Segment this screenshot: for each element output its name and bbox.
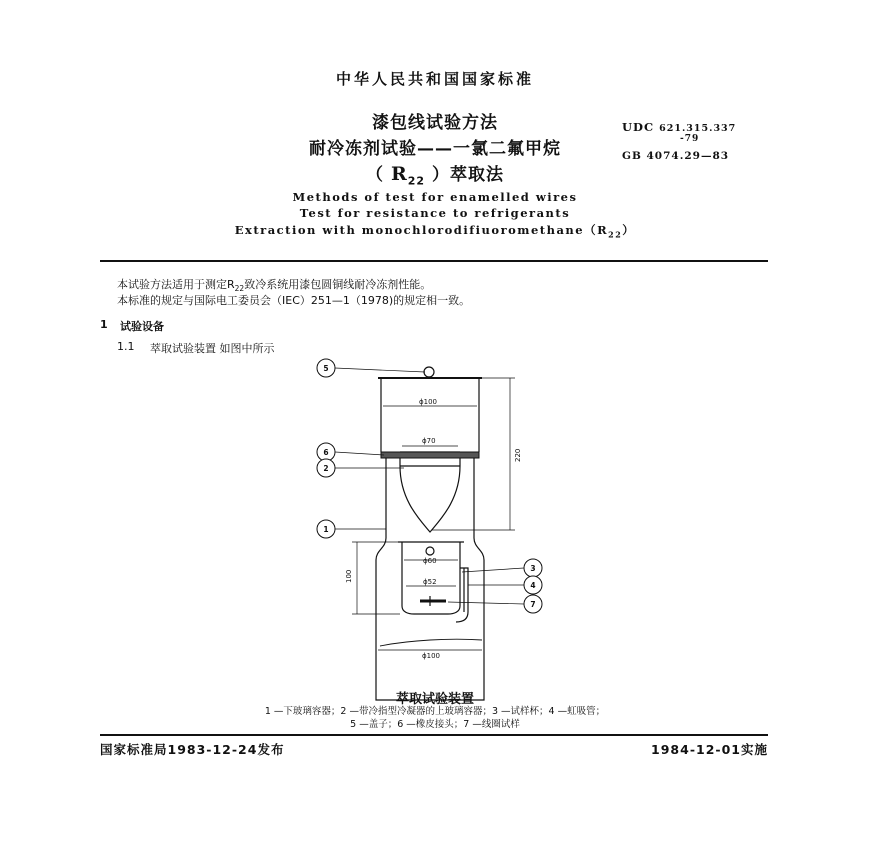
leader-3 bbox=[462, 568, 524, 572]
english-title-line-3-end: ） bbox=[622, 223, 636, 237]
title-line-3-r: R bbox=[390, 163, 408, 185]
leader-5 bbox=[335, 368, 425, 372]
issuing-country-header: 中华人民共和国国家标准 bbox=[335, 70, 534, 88]
dim-phi60: ϕ60 bbox=[423, 557, 437, 565]
callout-5-label: 5 bbox=[323, 364, 329, 373]
lid-knob bbox=[424, 367, 434, 377]
section-1-number: 1 bbox=[100, 318, 108, 331]
callout-6 bbox=[317, 443, 335, 461]
dim-phi100-top: ϕ100 bbox=[419, 398, 437, 406]
callout-6-label: 6 bbox=[323, 448, 329, 457]
callout-7-label: 7 bbox=[530, 600, 536, 609]
english-title-line-3-main: Extraction with monochlorodifiuoromethane（R bbox=[234, 223, 609, 237]
udc-value-2: -79 bbox=[680, 134, 700, 144]
dim-100: 100 bbox=[345, 569, 353, 583]
intro-line-2: 本标准的规定与国际电工委员会（IEC）251—1（1978)的规定相一致。 bbox=[117, 294, 471, 307]
udc-label: UDC bbox=[622, 120, 655, 134]
english-title-line-2: Test for resistance to refrigerants bbox=[299, 206, 571, 220]
title-line-3-prefix: （ bbox=[366, 165, 391, 185]
cup-hole bbox=[426, 547, 434, 555]
dim-phi70: ϕ70 bbox=[422, 437, 436, 445]
figure-caption: 萃取试验装置 bbox=[395, 692, 474, 707]
section-1-1-number: 1.1 bbox=[117, 340, 135, 353]
english-title-line-3-sub: 22 bbox=[608, 229, 623, 240]
dim-phi52: ϕ52 bbox=[423, 578, 437, 586]
intro-line-1-a: 本试验方法适用于测定R bbox=[117, 278, 235, 291]
english-title-line-1: Methods of test for enamelled wires bbox=[292, 190, 578, 204]
liquid-level bbox=[380, 639, 482, 646]
callout-5 bbox=[317, 359, 335, 377]
title-line-3-suffix: ）萃取法 bbox=[425, 165, 504, 185]
title-line-1: 漆包线试验方法 bbox=[372, 113, 498, 133]
implementation-date: 1984-12-01实施 bbox=[651, 742, 768, 757]
section-1-1-text: 萃取试验装置 如图中所示 bbox=[150, 342, 275, 355]
figure-legend-line-1: 1 —下玻璃容器；2 —带冷指型冷凝器的上玻璃容器；3 —试样杯；4 —虹吸管； bbox=[264, 706, 606, 717]
dim-phi100-bottom: ϕ100 bbox=[422, 652, 440, 660]
dim-220: 220 bbox=[514, 448, 522, 462]
rubber-joint bbox=[381, 452, 479, 458]
callout-2-label: 2 bbox=[323, 464, 329, 473]
title-line-2: 耐冷冻剂试验——一氯二氟甲烷 bbox=[309, 139, 561, 159]
cold-finger-condenser bbox=[400, 458, 460, 532]
issue-date: 国家标准局1983-12-24发布 bbox=[100, 742, 285, 757]
udc-value: 621.315.337 bbox=[659, 123, 737, 134]
callout-3 bbox=[524, 559, 542, 577]
callout-4 bbox=[524, 576, 542, 594]
intro-line-1-sub: 22 bbox=[234, 284, 245, 294]
bottom-divider bbox=[100, 734, 768, 736]
callout-7 bbox=[524, 595, 542, 613]
callout-1 bbox=[317, 520, 335, 538]
callout-3-label: 3 bbox=[530, 564, 536, 573]
section-1-title: 试验设备 bbox=[120, 320, 164, 333]
intro-line-1-b: 致冷系统用漆包圆铜线耐冷冻剂性能。 bbox=[244, 278, 432, 291]
leader-6 bbox=[335, 452, 384, 455]
siphon-tube bbox=[456, 568, 468, 622]
gb-code: GB 4074.29—83 bbox=[622, 150, 730, 162]
callout-2 bbox=[317, 459, 335, 477]
callout-4-label: 4 bbox=[530, 581, 536, 590]
callout-1-label: 1 bbox=[323, 525, 329, 534]
figure-legend-line-2: 5 —盖子；6 —橡皮接头；7 —线圈试样 bbox=[350, 719, 520, 730]
title-line-3-sub: 22 bbox=[407, 174, 426, 188]
